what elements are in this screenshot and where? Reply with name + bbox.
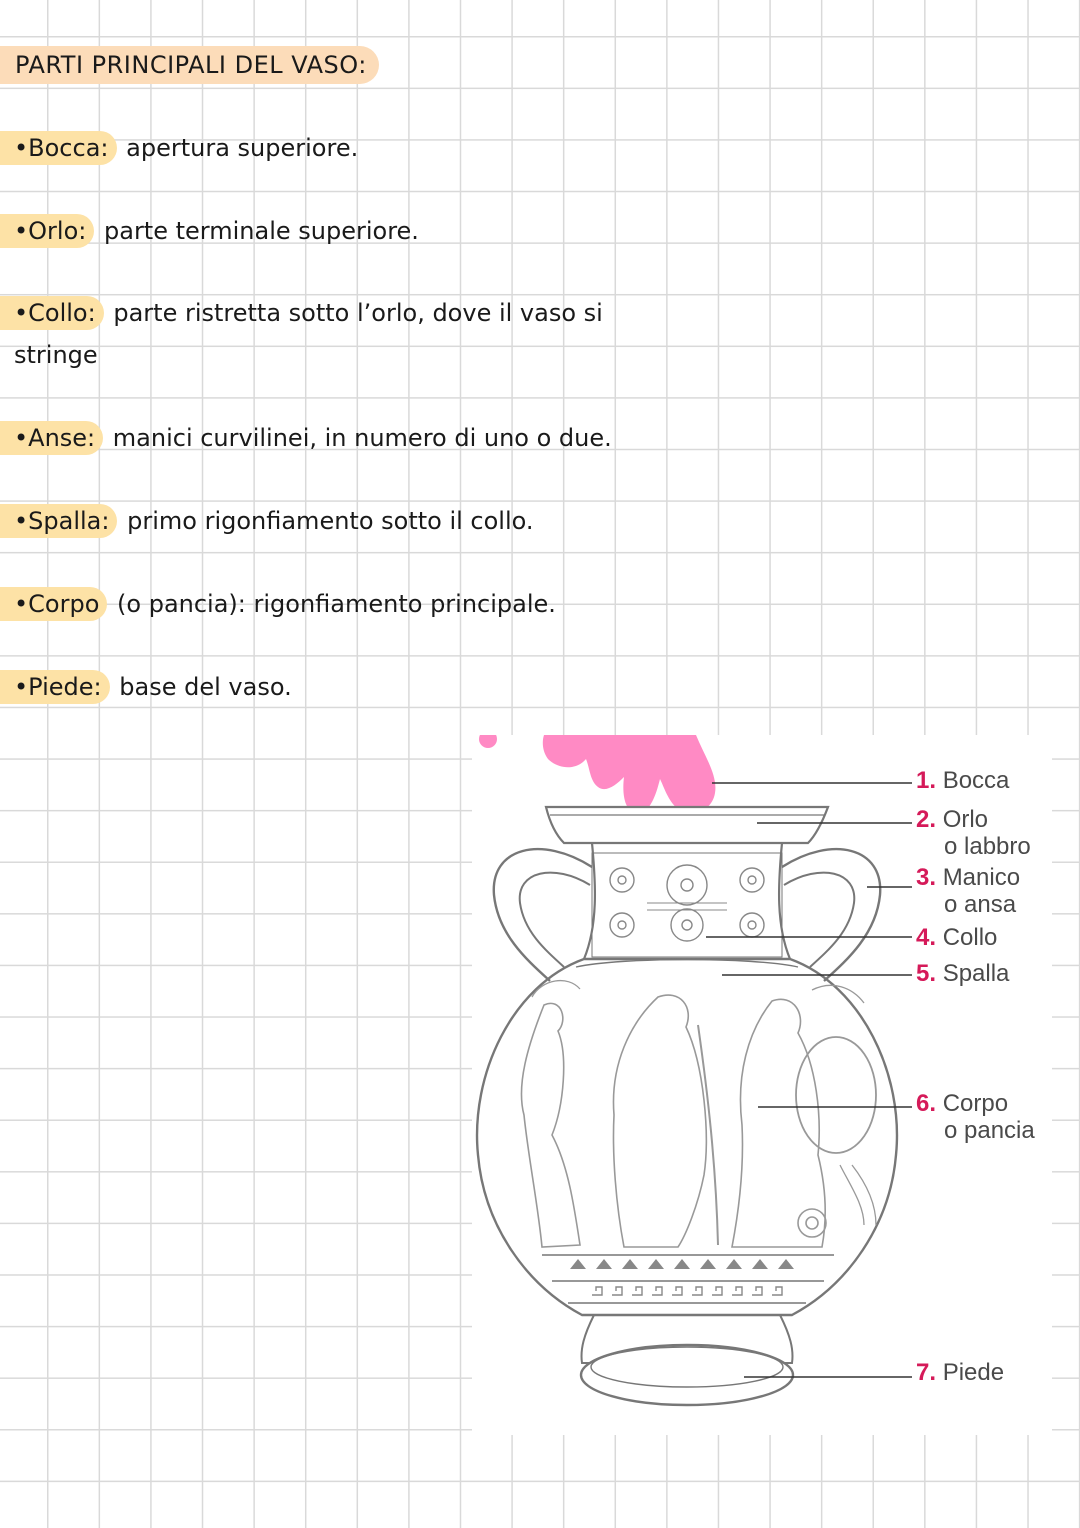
list-item-anse [14,417,612,459]
label-text: Orlo [942,806,989,833]
list-item-spalla [14,500,534,542]
term-description-continued: stringe [14,341,98,369]
term-label: •Anse: [0,421,103,455]
list-item-collo [14,292,603,376]
list-item-bocca [14,127,358,169]
term-description: manici curvilinei, in numero di uno o due. [112,424,612,452]
label-corpo [916,1090,1035,1144]
term-description: apertura superiore. [126,134,359,162]
term-label: •Piede: [0,670,110,704]
pink-dot [479,735,497,748]
label-number: 1. [916,767,937,794]
term-label: •Spalla: [0,504,117,538]
label-bocca [916,767,1009,794]
term-label: •Corpo [0,587,107,621]
label-text: Corpo [942,1090,1009,1117]
label-collo [916,924,997,951]
label-piede [916,1359,1004,1386]
term-label: •Orlo: [0,214,94,248]
pink-highlight [543,735,716,813]
palmette-band [570,1259,794,1269]
label-number: 5. [916,960,937,987]
term-description: (o pancia): rigonfiamento principale. [117,590,556,618]
leader-lines [706,783,912,1377]
list-item-orlo [14,210,419,252]
label-spalla [916,960,1009,987]
page-title: PARTI PRINCIPALI DEL VASO: [0,46,379,84]
term-description: base del vaso. [119,673,292,701]
meander-band [592,1287,782,1295]
list-item-corpo [14,583,556,625]
term-label: •Bocca: [0,131,117,165]
term-description: parte ristretta sotto l’orlo, dove il vaso si [113,299,603,327]
label-text: Piede [942,1359,1005,1386]
label-number: 2. [916,806,937,833]
label-subtext: o labbro [944,833,1031,860]
label-number: 4. [916,924,937,951]
label-text: Collo [942,924,998,951]
term-description: parte terminale superiore. [104,217,419,245]
label-subtext: o ansa [944,891,1017,918]
neck-ornament [610,865,764,941]
label-number: 7. [916,1359,937,1386]
label-number: 3. [916,864,937,891]
vase-outline [477,807,897,1405]
vase-diagram [472,735,1052,1435]
label-text: Bocca [942,767,1010,794]
figure-drawings [521,981,876,1247]
term-label: •Collo: [0,296,104,330]
label-manico [916,864,1020,918]
label-orlo [916,806,1031,860]
label-text: Spalla [942,960,1010,987]
label-number: 6. [916,1090,937,1117]
list-item-piede [14,666,292,708]
label-text: Manico [942,864,1021,891]
term-description: primo rigonfiamento sotto il collo. [127,507,534,535]
label-subtext: o pancia [944,1117,1035,1144]
